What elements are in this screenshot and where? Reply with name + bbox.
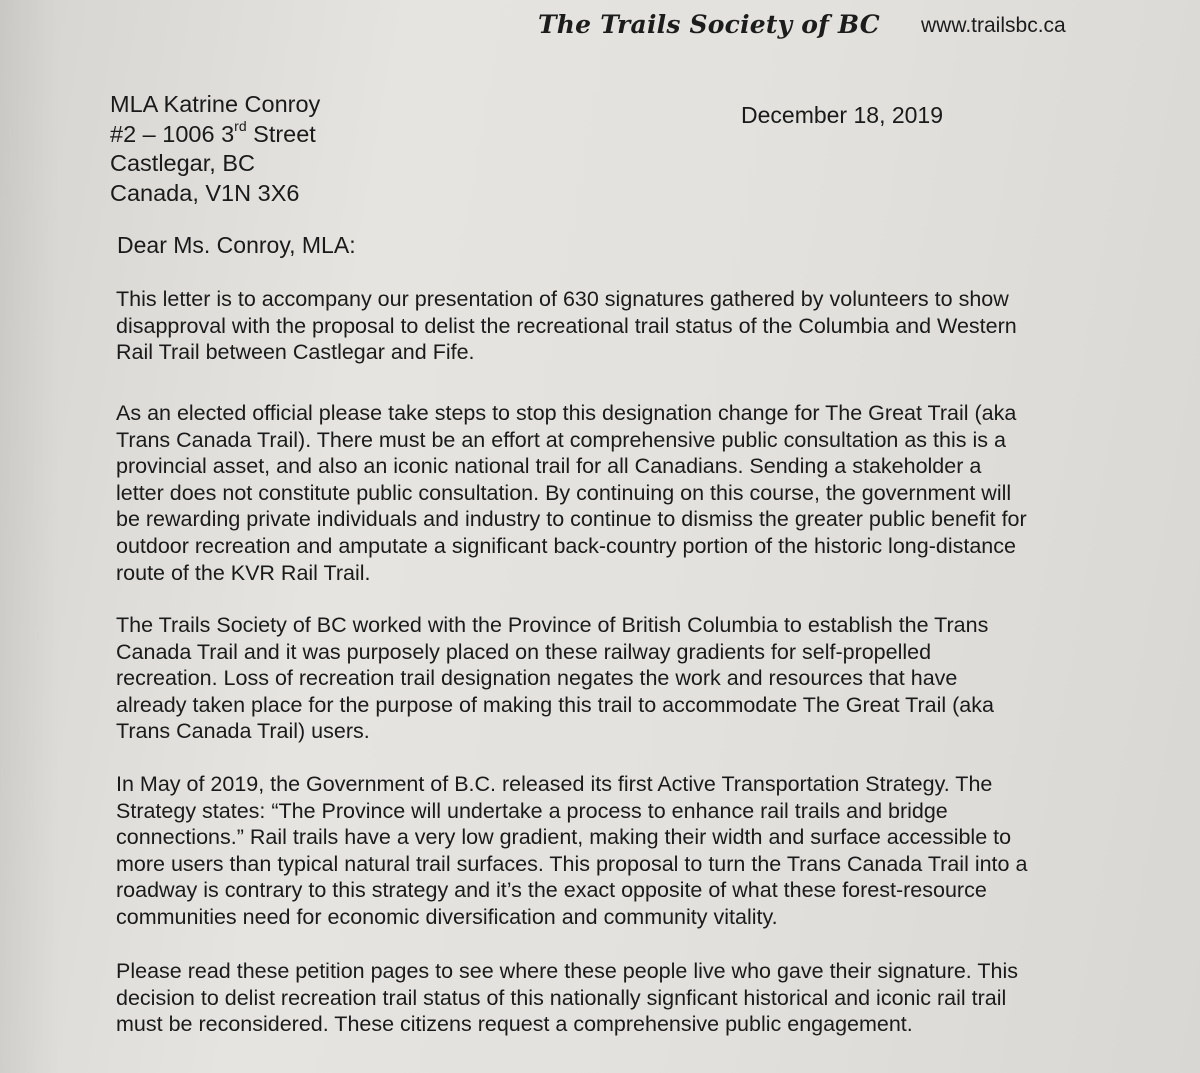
paragraph-line: communities need for economic diversification and community vitality. bbox=[116, 904, 778, 929]
paragraph-line: must be reconsidered. These citizens request a comprehensive public engagement. bbox=[116, 1012, 913, 1037]
paragraph-line: As an elected official please take steps to stop this designation change for The Great Trail (aka bbox=[116, 401, 1017, 425]
recipient-address bbox=[110, 90, 320, 208]
paragraph-line: Canada Trail and it was purposely placed on these railway gradients for self-propelled bbox=[116, 639, 932, 664]
org-name: The Trails Society of BC bbox=[538, 10, 880, 39]
paragraph-line: This letter is to accompany our presentation of 630 signatures gathered by volunteers to show bbox=[116, 287, 1009, 311]
address-line-1: MLA Katrine Conroy bbox=[110, 91, 321, 117]
website-url: www.trailsbc.ca bbox=[921, 14, 1066, 37]
paragraph-line: disapproval with the proposal to delist the recreational trail status of the Columbia and Western bbox=[116, 313, 1017, 338]
address-line-2 bbox=[110, 117, 320, 150]
address-line-2-ordinal: rd bbox=[234, 117, 247, 134]
paragraph-line: recreation. Loss of recreation trail designation negates the work and resources that have bbox=[116, 666, 958, 691]
paragraph-line: route of the KVR Rail Trail. bbox=[116, 560, 371, 585]
salutation: Dear Ms. Conroy, MLA: bbox=[117, 232, 356, 258]
paragraph-3 bbox=[116, 612, 1116, 745]
address-line-2-suffix: Street bbox=[246, 120, 316, 147]
paragraph-line: Trans Canada Trail). There must be an effort at comprehensive public consultation as this is a bbox=[116, 427, 1006, 452]
paragraph-line: The Trails Society of BC worked with the Province of British Columbia to establish the Trans bbox=[116, 613, 989, 637]
letter-date: December 18, 2019 bbox=[741, 102, 944, 128]
paragraph-5 bbox=[116, 958, 1116, 1038]
paragraph-line: Rail Trail between Castlegar and Fife. bbox=[116, 340, 475, 365]
paragraph-2 bbox=[116, 400, 1116, 586]
paragraph-line: more users than typical natural trail surfaces. This proposal to turn the Trans Canada Trail into a bbox=[116, 851, 1028, 876]
paragraph-line: outdoor recreation and amputate a significant back-country portion of the historic long-distance bbox=[116, 533, 1016, 558]
paragraph-line: already taken place for the purpose of making this trail to accommodate The Great Trail (aka bbox=[116, 692, 994, 717]
paragraph-4 bbox=[116, 771, 1116, 931]
address-line-2-prefix: #2 – 1006 3 bbox=[110, 120, 235, 147]
paragraph-1 bbox=[116, 286, 1116, 366]
letterhead bbox=[0, 6, 1200, 46]
paragraph-line: Strategy states: “The Province will undertake a process to enhance rail trails and bridge bbox=[116, 798, 948, 823]
paragraph-line: letter does not constitute public consultation. By continuing on this course, the government will bbox=[116, 480, 1012, 505]
paragraph-line: decision to delist recreation trail status of this nationally signficant historical and iconic rail trail bbox=[116, 985, 1007, 1010]
page-shadow bbox=[0, 0, 60, 1073]
paragraph-line: provincial asset, and also an iconic national trail for all Canadians. Sending a stakeholder a bbox=[116, 454, 982, 479]
address-line-4: Canada, V1N 3X6 bbox=[110, 179, 300, 206]
paragraph-line: connections.” Rail trails have a very low gradient, making their width and surface accessible to bbox=[116, 825, 1012, 850]
paragraph-line: In May of 2019, the Government of B.C. released its first Active Transportation Strategy. The bbox=[116, 772, 993, 796]
address-line-3: Castlegar, BC bbox=[110, 150, 255, 176]
paragraph-line: Please read these petition pages to see where these people live who gave their signature. This bbox=[116, 959, 1018, 983]
paragraph-line: be rewarding private individuals and industry to continue to dismiss the greater public benefit for bbox=[116, 507, 1027, 532]
paragraph-line: Trans Canada Trail) users. bbox=[116, 719, 370, 744]
paragraph-line: roadway is contrary to this strategy and it’s the exact opposite of what these forest-resource bbox=[116, 878, 987, 903]
